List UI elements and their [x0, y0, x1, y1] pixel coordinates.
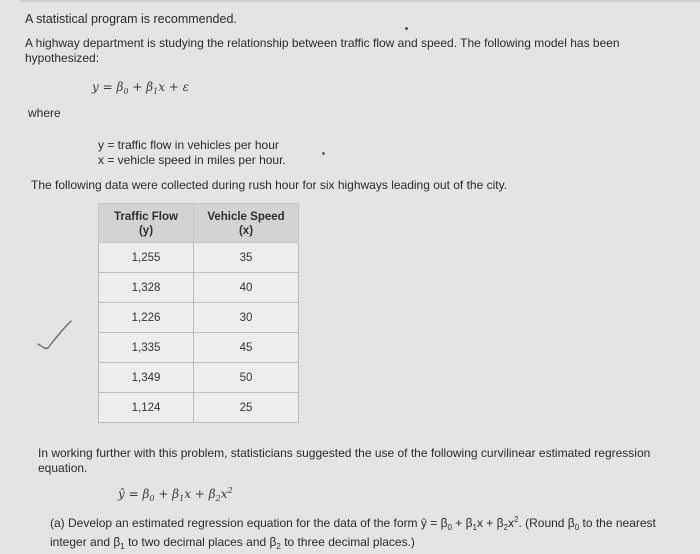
- vehicle-speed-cell: 25: [194, 393, 299, 423]
- header-traffic-flow: [99, 204, 194, 243]
- traffic-flow-cell: 1,328: [99, 273, 194, 303]
- curvilinear-equation: ŷ = $\beta_0 + \beta_1x + \beta_2x^2$: [118, 486, 233, 503]
- vehicle-speed-cell: 35: [194, 243, 299, 273]
- stray-mark-2: [322, 152, 325, 155]
- traffic-flow-cell: 1,124: [99, 393, 194, 423]
- vehicle-speed-cell: 45: [194, 333, 299, 363]
- part-a-label: (a): [50, 516, 65, 530]
- part-a-question: (a) Develop an estimated regression equation for the data of the form ŷ = $\beta_0 + \beta_1x + \beta_2x^2$. (Round $\beta_0$ to the nearest integer and $\beta_1$ to two decimal places and $\beta_2$ to three decimal places.): [50, 515, 656, 551]
- where-label: where: [28, 106, 61, 120]
- model-equation: $y = \beta_0 + \beta_1x + \varepsilon$: [92, 80, 190, 96]
- traffic-flow-cell: 1,349: [99, 363, 194, 393]
- table-header-row: [99, 204, 299, 243]
- top-divider: [20, 0, 700, 2]
- table-row: [99, 333, 299, 363]
- header-traffic-flow-label: Traffic Flow: [114, 211, 178, 223]
- data-intro-paragraph: The following data were collected during rush hour for six highways leading out of the city.: [31, 178, 508, 192]
- traffic-flow-cell: 1,335: [99, 333, 194, 363]
- table-row: [99, 273, 299, 303]
- traffic-flow-cell: 1,255: [99, 243, 194, 273]
- problem-paragraph: A highway department is studying the relationship between traffic flow and speed. The following model has been hypothesized:: [25, 36, 620, 65]
- intro-text: A statistical program is recommended.: [25, 12, 237, 26]
- header-traffic-flow-symbol: (y): [138, 225, 154, 237]
- curvilinear-paragraph: In working further with this problem, statisticians suggested the use of the following curvilinear estimated regression equation.: [38, 446, 651, 475]
- vehicle-speed-cell: 30: [194, 303, 299, 333]
- definition-x: x = vehicle speed in miles per hour.: [98, 153, 286, 167]
- header-vehicle-speed-label: Vehicle Speed: [207, 211, 285, 223]
- data-table: [98, 203, 299, 423]
- traffic-flow-cell: 1,226: [99, 303, 194, 333]
- vehicle-speed-cell: 40: [194, 273, 299, 303]
- table-row: [99, 243, 299, 273]
- header-vehicle-speed: [194, 204, 299, 243]
- handwritten-check-icon: [34, 318, 74, 354]
- stray-mark: [405, 27, 408, 30]
- table-row: [99, 363, 299, 393]
- header-vehicle-speed-symbol: (x): [238, 225, 254, 237]
- table-row: [99, 303, 299, 333]
- table-row: [99, 393, 299, 423]
- vehicle-speed-cell: 50: [194, 363, 299, 393]
- definition-y: y = traffic flow in vehicles per hour: [98, 138, 279, 152]
